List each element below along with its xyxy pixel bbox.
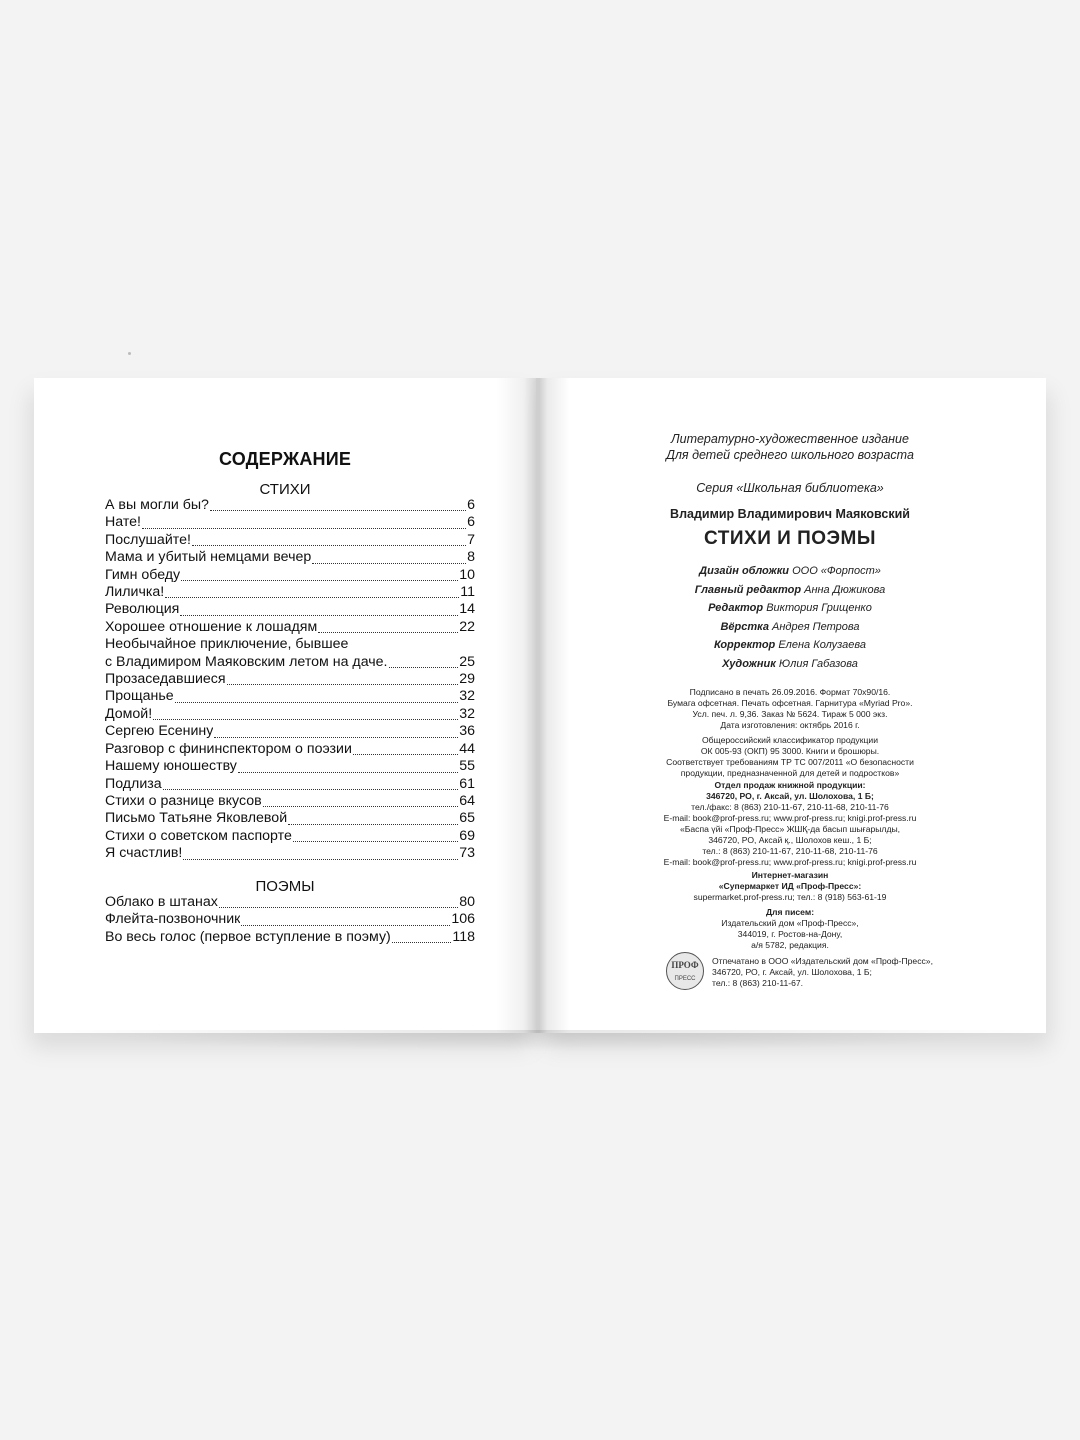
classifier-info [560, 735, 1020, 779]
toc-entry-title: Лиличка! [105, 584, 165, 601]
toc-entry-page: 32 [459, 688, 475, 705]
toc-leader-dots [318, 631, 458, 633]
toc-leader-dots [238, 771, 458, 773]
toc-entry-title: Революция [105, 601, 180, 618]
credit-name: ООО «Форпост» [792, 565, 881, 577]
toc-entry-page: 32 [459, 705, 475, 722]
toc-entry-title: Необычайное приключение, бывшее [105, 636, 349, 653]
toc-entry [105, 810, 475, 827]
toc-entry-title: Прощанье [105, 688, 174, 705]
toc-entry-page: 106 [451, 911, 475, 928]
credit-role: Корректор [713, 639, 776, 651]
toc-leader-dots [392, 941, 452, 943]
toc-entry [105, 497, 475, 514]
toc-entry-title: Облако в штанах [105, 894, 218, 910]
section-heading-poems-long: ПОЭМЫ [255, 878, 315, 895]
sales-line: E-mail: book@prof-press.ru; www.prof-press.ru; knigi.prof-press.ru [663, 857, 917, 867]
toc-entry-title: Подлиза [105, 775, 162, 792]
author-name: Владимир Владимирович Маяковский [670, 507, 910, 521]
toc-entry-page: 25 [459, 653, 475, 670]
credit-name: Виктория Грищенко [766, 602, 872, 614]
credit-name: Анна Дюжикова [804, 583, 886, 596]
toc-entry-page: 10 [459, 566, 475, 583]
print-info-line: Подписано в печать 26.09.2016. Формат 70х90/16. [689, 687, 891, 697]
toc-entry-title: Стихи о советском паспорте [105, 827, 292, 844]
toc-leader-dots [180, 614, 458, 616]
printed-line: 346720, РО, г. Аксай, ул. Шолохова, 1 Б; [712, 967, 872, 977]
sales-block [560, 780, 1020, 868]
toc-leader-dots [214, 736, 458, 738]
toc-entry-title: Нате! [105, 514, 141, 531]
credit-name: Андрея Петрова [772, 620, 860, 633]
toc-entry [105, 894, 475, 911]
sales-line: 346720, РО, Аксай қ., Шолохов кеш., 1 Б; [708, 835, 872, 845]
toc-leader-dots [192, 544, 466, 546]
toc-leader-dots [389, 666, 459, 668]
toc-entry-page: 22 [459, 618, 475, 635]
toc-entry-page: 11 [460, 584, 475, 601]
classifier-line: Соответствует требованиям ТР ТС 007/2011 «О безопасности [666, 757, 914, 767]
toc-entry-title: Флейта-позвоночник [105, 911, 241, 928]
sales-line: тел.: 8 (863) 210-11-67, 210-11-68, 210-11-76 [702, 846, 878, 856]
toc-entry-title: Нашему юношеству [105, 758, 237, 775]
toc-leader-dots [219, 906, 458, 908]
logo-subtext: ПРЕСС [674, 976, 696, 982]
sales-line: тел./факс: 8 (863) 210-11-67, 210-11-68, 210-11-76 [691, 802, 889, 812]
print-info [560, 687, 1020, 731]
toc-entry [105, 654, 475, 671]
toc-leader-dots [263, 805, 459, 807]
credit-line [560, 581, 1020, 600]
book-fold [536, 378, 540, 1033]
toc-entry-title: с Владимиром Маяковским летом на даче. [105, 653, 388, 670]
sales-address: 346720, РО, г. Аксай, ул. Шолохова, 1 Б; [706, 791, 874, 801]
toc-leader-dots [153, 718, 458, 720]
credit-line [560, 655, 1020, 674]
shop-name: «Супермаркет ИД «Проф-Пресс»: [718, 881, 862, 891]
toc-entry [105, 671, 475, 688]
toc-entry-title: Во весь голос (первое вступление в поэму) [105, 928, 391, 945]
sales-line: E-mail: book@prof-press.ru; www.prof-press.ru; knigi.prof-press.ru [663, 813, 917, 823]
toc-entry-page: 65 [459, 810, 475, 827]
letters-heading: Для писем: [765, 907, 815, 917]
toc-entry-page: 6 [467, 514, 475, 531]
toc-entry-page: 69 [459, 827, 475, 844]
toc-leader-dots [293, 840, 458, 842]
letters-line: 344019, г. Ростов-на-Дону, [737, 929, 843, 939]
section-heading-poems-short: СТИХИ [259, 481, 311, 498]
toc-entry-page: 118 [452, 928, 475, 945]
toc-entry-page: 64 [459, 792, 475, 809]
toc-list-long [105, 894, 475, 946]
printed-line: Отпечатано в ООО «Издательский дом «Проф-Пресс», [712, 956, 933, 966]
toc-entry-page: 61 [459, 775, 475, 792]
credits-list [560, 562, 1020, 673]
credit-line [560, 636, 1020, 655]
toc-entry [105, 723, 475, 740]
toc-entry-title: Сергею Есенину [105, 723, 214, 740]
credit-line [560, 618, 1020, 637]
toc-leader-dots [163, 788, 459, 790]
classifier-line: Общероссийский классификатор продукции [701, 735, 879, 745]
letters-line: а/я 5782, редакция. [751, 940, 829, 950]
shop-contact: supermarket.prof-press.ru; тел.: 8 (918) 563-61-19 [693, 892, 887, 902]
toc-entry [105, 532, 475, 549]
credit-role: Дизайн обложки [699, 565, 790, 577]
toc-entry [105, 758, 475, 775]
toc-leader-dots [227, 683, 459, 685]
toc-entry-title: Мама и убитый немцами вечер [105, 549, 312, 566]
toc-entry [105, 828, 475, 845]
credit-name: Юлия Габазова [778, 657, 858, 670]
toc-entry-page: 44 [459, 740, 475, 757]
toc-entry-page: 6 [467, 497, 475, 513]
print-info-line: Дата изготовления: октябрь 2016 г. [720, 720, 860, 730]
credit-name: Елена Колузаева [778, 639, 866, 651]
left-gutter-shadow [496, 378, 536, 1033]
sales-heading: Отдел продаж книжной продукции: [714, 780, 866, 790]
logo-text: ПРОФ [671, 960, 699, 970]
toc-entry-page: 14 [459, 601, 475, 618]
sales-lines [560, 802, 1020, 868]
toc-entry [105, 845, 475, 862]
toc-leader-dots [183, 858, 458, 860]
toc-entry-page: 36 [459, 723, 475, 740]
toc-entry-title: Послушайте! [105, 531, 191, 548]
toc-entry [105, 619, 475, 636]
credit-line [560, 599, 1020, 618]
toc-entry-title: Письмо Татьяне Яковлевой [105, 810, 288, 827]
toc-entry [105, 601, 475, 618]
toc-entry-page: 73 [459, 845, 475, 862]
letters-line: Издательский дом «Проф-Пресс», [721, 918, 859, 928]
letters-block [560, 907, 1020, 951]
toc-entry [105, 929, 475, 946]
credit-role: Художник [722, 657, 776, 670]
genre-line-1: Литературно-художественное издание [671, 432, 909, 446]
toc-entry-page: 80 [459, 894, 475, 910]
credit-role: Главный редактор [694, 583, 802, 596]
toc-title: СОДЕРЖАНИЕ [218, 449, 352, 469]
toc-list-short [105, 497, 475, 863]
toc-leader-dots [142, 527, 466, 529]
credit-line [560, 562, 1020, 581]
dust-speck [128, 352, 131, 355]
toc-entry-page: 29 [459, 671, 475, 688]
toc-leader-dots [288, 823, 458, 825]
toc-entry-title: Я счастлив! [105, 845, 183, 862]
publisher-logo [666, 952, 704, 990]
printed-by [712, 956, 952, 989]
toc-entry-title: А вы могли бы? [105, 497, 209, 513]
toc-entry [105, 793, 475, 810]
toc-entry [105, 688, 475, 705]
print-info-line: Бумага офсетная. Печать офсетная. Гарнитура «Myriad Pro». [667, 698, 913, 708]
toc-leader-dots [312, 562, 466, 564]
toc-entry-title: Разговор с фининспектором о поэзии [105, 740, 352, 757]
toc-entry-page: 55 [459, 758, 475, 775]
credit-role: Вёрстка [720, 620, 769, 633]
toc-entry-title: Гимн обеду [105, 566, 181, 583]
toc-entry [105, 911, 475, 928]
toc-entry-page: 8 [467, 549, 475, 566]
credit-role: Редактор [708, 602, 764, 614]
print-info-line: Усл. печ. л. 9,36. Заказ № 5624. Тираж 5 000 экз. [692, 709, 888, 719]
toc-entry [105, 584, 475, 601]
book-title: СТИХИ И ПОЭМЫ [704, 528, 876, 549]
toc-entry [105, 741, 475, 758]
toc-leader-dots [241, 924, 450, 926]
shop-block [560, 870, 1020, 903]
toc-entry [105, 514, 475, 531]
toc-entry [105, 636, 475, 653]
toc-entry [105, 549, 475, 566]
printed-line: тел.: 8 (863) 210-11-67. [712, 978, 804, 988]
toc-entry-title: Стихи о разнице вкусов [105, 792, 262, 809]
toc-leader-dots [210, 509, 466, 511]
toc-leader-dots [165, 596, 459, 598]
toc-entry [105, 776, 475, 793]
genre-line-2: Для детей среднего школьного возраста [666, 448, 914, 462]
classifier-line: ОК 005-93 (ОКП) 95 3000. Книги и брошюры. [700, 746, 880, 756]
toc-leader-dots [181, 579, 458, 581]
toc-entry-title: Хорошее отношение к лошадям [105, 618, 318, 635]
toc-leader-dots [175, 701, 459, 703]
toc-entry-title: Прозаседавшиеся [105, 671, 226, 688]
toc-entry-title: Домой! [105, 705, 153, 722]
sales-line: «Баспа үйі «Проф-Пресс» ЖШҚ-да басып шығарылды, [679, 824, 901, 834]
letters-lines [560, 918, 1020, 951]
book-shadow [40, 1030, 1040, 1052]
series-line: Серия «Школьная библиотека» [696, 481, 884, 495]
toc-entry-page: 7 [467, 531, 475, 548]
toc-entry [105, 706, 475, 723]
classifier-line: продукции, предназначенной для детей и подростков» [680, 768, 900, 778]
toc-entry [105, 567, 475, 584]
shop-heading: Интернет-магазин [751, 870, 829, 880]
toc-leader-dots [353, 753, 458, 755]
